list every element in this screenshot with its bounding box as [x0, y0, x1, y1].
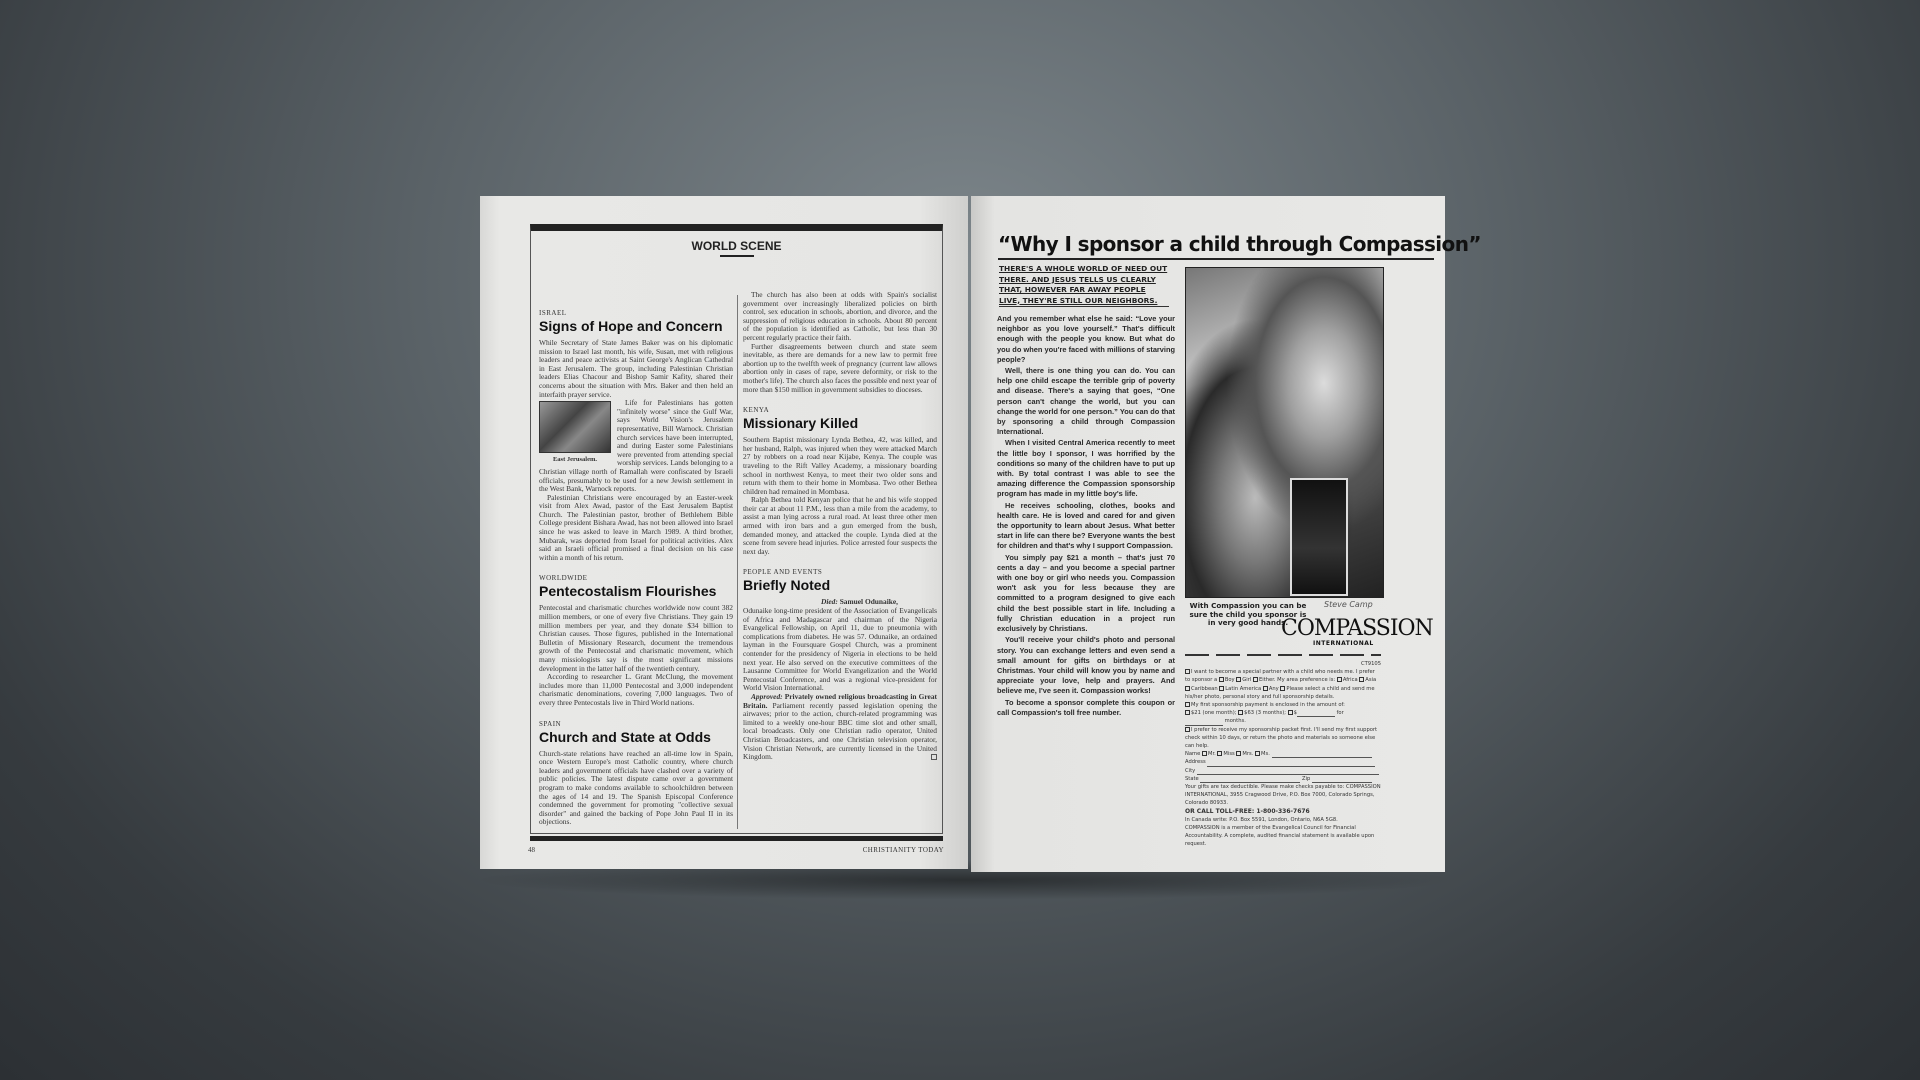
- ad-paragraph: And you remember what else he said: “Love your neighbor as you love yourself.” That's difficult enough with the people you know. But what do you do when you're faced with millions of starving people?: [997, 314, 1175, 364]
- amount-field[interactable]: [1297, 711, 1335, 717]
- article-israel: [539, 309, 733, 562]
- checkbox-mrs[interactable]: [1236, 751, 1241, 756]
- checkbox-girl[interactable]: [1236, 677, 1241, 682]
- ad-paragraph: Well, there is one thing you can do. You can help one child escape the terrible grip of poverty and disease. There's a saying that goes, “One person can't change the world, but you can change the world for one person.” You can do that by sponsoring a child through Compassion International.: [997, 366, 1175, 437]
- ad-paragraph: To become a sponsor complete this coupon or call Compassion's toll free number.: [997, 697, 1175, 717]
- compassion-logo-sub: INTERNATIONAL: [1313, 640, 1374, 647]
- article-paragraph: While Secretary of State James Baker was on his diplomatic mission to Israel last month, his wife, Susan, met with religious leaders and peace activists at Saint George's Anglican Cathedral in East Jerusalem. The group, including Palestinian Christian leaders Elias Chacour and Bishop Samir Kafity, shared their concerns about the situation with Mrs. Baker and then held an interfaith prayer service.: [539, 338, 733, 399]
- coupon-label: Caribbean: [1191, 685, 1218, 692]
- coupon-text: In Canada write: P.O. Box 5591, London, Ontario, N6A 5G8.: [1185, 816, 1338, 823]
- coupon-label: State: [1185, 775, 1199, 782]
- checkbox-latin-america[interactable]: [1219, 686, 1224, 691]
- ad-paragraph: You'll receive your child's photo and personal story. You can exchange letters and even send a small amount for gifts on birthdays or at Christmas. Your child will know you by name and appreciate your love, help and prayers. And believe me, I've seen it. Compassion works!: [997, 635, 1175, 696]
- coupon-label: Either. My area preference is:: [1258, 677, 1336, 684]
- article-paragraph: According to researcher L. Grant McClung, the movement includes more than 11,000 Pentecostal and 3,000 independent charismatic denominations, covering 7,000 languages. Two of every three Pentecostals live in Third World nations.: [539, 672, 733, 707]
- ad-body: [997, 314, 1175, 719]
- coupon-label: Address: [1185, 759, 1206, 766]
- article-paragraph: Southern Baptist missionary Lynda Bethea, 42, was killed, and her husband, Ralph, was injured when they were attacked March 27 by robbers on a road near Kijabe, Kenya. The couple was traveling to the Rift Valley Academy, a missionary boarding school in northwest Kenya, to meet their two older sons and return with them to their home in Mombasa. Two other Bethea children had remained in Mombasa.: [743, 435, 937, 496]
- article-headline: Church and State at Odds: [539, 728, 711, 745]
- checkbox-63[interactable]: [1238, 710, 1243, 715]
- coupon-label: Africa: [1342, 677, 1358, 684]
- coupon-text: Your gifts are tax deductible. Please make checks payable to: COMPASSION INTERNATIONAL, 3955 Cragwood Drive, P.O. Box 7000, Colorado Springs, Colorado 80933.: [1185, 784, 1381, 807]
- ad-photo: [1185, 267, 1384, 598]
- article-kicker: PEOPLE AND EVENTS: [743, 568, 823, 577]
- photo-caption: East Jerusalem.: [552, 456, 598, 464]
- article-kicker: ISRAEL: [539, 309, 567, 317]
- coupon-text: My first sponsorship payment is enclosed in the amount of:: [1191, 702, 1345, 709]
- article-paragraph: Palestinian Christians were encouraged by an Easter-week visit from Alex Awad, pastor of the East Jerusalem Baptist Church. The Palestinian pastor, brother of Bethlehem Bible College president Bishara Awad, has not been allowed into Israel since he was asked to leave in March 1989. A third brother, Mubarak, was deported from Israel for political activities. Alex said an Israeli official promised a final decision on his case within a month of his return.: [539, 492, 733, 562]
- world-scene-frame: [530, 224, 943, 834]
- coupon-label: Miss: [1223, 751, 1235, 758]
- checkbox-payment[interactable]: [1185, 702, 1190, 707]
- coupon-text: I prefer to receive my sponsorship packet first. I'll send my first support check within 10 days, or return the photo and materials so someone else can help.: [1185, 726, 1378, 750]
- toll-free-number: OR CALL TOLL-FREE: 1-800-336-7676: [1185, 807, 1310, 815]
- checkbox-ms[interactable]: [1255, 751, 1260, 756]
- coupon-label: Boy: [1224, 677, 1235, 684]
- coupon-label: Mrs.: [1242, 751, 1254, 758]
- died-label: Died:: [821, 597, 838, 607]
- article-paragraph: Life for Palestinians has gotten "infinitely worse" since the Gulf War, says World Vision's Jerusalem representative, Bill Warnock. Christian church services have been interrupted, and during Easter some Palestinians were prevented from attending special worship services. Lands belonging to a Christian village north of Ramallah were confiscated by Israeli officials, presumably to be used for a new Jewish settlement in the West Bank, Warnock reports.: [539, 398, 733, 494]
- article-kicker: WORLDWIDE: [539, 574, 588, 583]
- sponsor-coupon: [1185, 660, 1381, 849]
- article-headline: Briefly Noted: [743, 577, 831, 594]
- checkbox-select[interactable]: [1280, 686, 1285, 691]
- article-paragraph: [743, 693, 937, 762]
- coupon-label: Girl: [1242, 677, 1252, 684]
- address-field[interactable]: [1207, 761, 1375, 767]
- checkbox-mr[interactable]: [1202, 751, 1207, 756]
- coupon-label: Latin America: [1225, 685, 1262, 692]
- city-field[interactable]: [1197, 769, 1379, 775]
- coupon-label: for: [1336, 710, 1344, 717]
- photo-caption: With Compassion you can be sure the child you sponsor is in very good hands.: [1189, 601, 1307, 627]
- coupon-label: City: [1185, 767, 1196, 774]
- checkbox-either[interactable]: [1253, 677, 1258, 682]
- approved-text: Parliament recently passed legislation opening the airwaves; prior to the action, church-related programming was limited to a weekly one-hour BBC time slot and other small, local broadcasts. Only one Christian radio operator, United Christian Broadcasters, and one Christian television operator, Vision Christian Network, are currently licensed in the United Kingdom.: [743, 700, 937, 762]
- bottom-rule: [530, 836, 943, 841]
- photo-credit: Steve Camp: [1324, 600, 1373, 609]
- checkbox-packet[interactable]: [1185, 727, 1190, 732]
- coupon-label: Mr.: [1207, 751, 1216, 758]
- coupon-text: I want to become a special partner with a child who needs me. I prefer to sponsor a: [1185, 669, 1375, 684]
- end-mark-icon: [931, 754, 937, 760]
- coupon-label: Zip: [1302, 775, 1311, 782]
- photo-image: [539, 401, 611, 453]
- article-briefly-noted: [743, 568, 937, 761]
- ad-paragraph: You simply pay $21 a month – that's just 70 cents a day – and you become a special partner with one boy or girl who needs you. Compassion won't ask you for less because they are committed to a program designed to give each child the best possible start in life. Including a fully Christian education in a project run exclusively by Christians.: [997, 552, 1175, 634]
- article-kenya: [743, 406, 937, 556]
- coupon-label: Ms.: [1261, 751, 1270, 758]
- coupon-label: Name: [1185, 751, 1201, 758]
- left-page: [480, 196, 968, 869]
- checkbox-africa[interactable]: [1337, 677, 1342, 682]
- column-right: [743, 291, 937, 821]
- page-number: 48: [528, 846, 535, 854]
- article-kicker: SPAIN: [539, 719, 562, 728]
- checkbox[interactable]: [1185, 669, 1190, 674]
- column-left: [539, 297, 733, 827]
- coupon-label: Asia: [1365, 677, 1377, 684]
- coupon-label: $: [1293, 710, 1297, 717]
- coupon-code: CT9105: [1361, 661, 1381, 667]
- article-spain: [539, 720, 733, 827]
- coupon-label: $63 (3 months);: [1244, 710, 1286, 717]
- article-paragraph: The church has also been at odds with Spain's socialist government over increasingly liberalized policies on birth control, sex education in schools, abortion, and divorce, and the suppression of religious education in schools. About 80 percent of the population is identified as Catholic, but less than 30 percent regularly practice their faith.: [743, 291, 937, 342]
- checkbox-boy[interactable]: [1219, 677, 1224, 682]
- article-headline: Pentecostalism Flourishes: [539, 583, 717, 600]
- checkbox-asia[interactable]: [1359, 677, 1364, 682]
- checkbox-any[interactable]: [1263, 686, 1268, 691]
- article-headline: Missionary Killed: [743, 415, 859, 432]
- article-paragraph: Further disagreements between church and state seem inevitable, as there are demands for a new law to permit free abortion up to the twelfth week of pregnancy (current law allows abortion only in cases of rape, severe deformity, or risk to the mother's life). The church also faces the possible end next year of more than $150 million in government subsidies to dioceses.: [743, 341, 937, 394]
- right-page: [971, 196, 1481, 872]
- article-worldwide: [539, 574, 733, 707]
- checkbox-miss[interactable]: [1217, 751, 1222, 756]
- ad-lead: THERE'S A WHOLE WORLD OF NEED OUT THERE. AND JESUS TELLS US CLEARLY THAT, HOWEVER FAR AWAY PEOPLE LIVE, THEY'RE STILL OUR NEIGHBORS.: [999, 264, 1169, 307]
- photo-east-jerusalem: [539, 401, 611, 465]
- magazine-name: CHRISTIANITY TODAY: [862, 846, 944, 854]
- coupon-text: COMPASSION is a member of the Evangelical Council for Financial Accountability. A complete, audited financial statement is available upon request.: [1185, 825, 1375, 848]
- died-text: long-time president of the Association of Evangelicals of Africa and Madagascar and chairman of the Nigeria Evangelical Fellowship, on April 11, due to pneumonia with complications from diabetes. He was 57. Odunaike, an ordained layman in the Foursquare Gospel Church, was a prominent contender for the presidency of Nigeria in elections to be held next year. He also served on the executive committees of the Lausanne Committee for World Evangelization and the World Pentecostal Conference, and was a regional vice-president for World Vision International.: [743, 606, 937, 693]
- approved-label: Approved:: [751, 691, 783, 701]
- article-paragraph: Pentecostal and charismatic churches worldwide now count 382 million members, or one of every five Christians. They gain 19 million members per year, and they donate $34 billion to Christian causes. Those figures, published in the International Bulletin of Missionary Research, document the tremendous growth of the Pentecostal and charismatic movement, which many missiologists say is the most significant missions development in the latter half of the twentieth century.: [539, 603, 733, 673]
- checkbox-21[interactable]: [1185, 710, 1190, 715]
- photo-caption: Odunaike: [743, 606, 772, 616]
- coupon-label: Any: [1268, 685, 1279, 692]
- ad-paragraph: When I visited Central America recently to meet the little boy I sponsor, I was horrified by the conditions so many of the children have to put up with. By total contrast I was able to see the amazing difference the Compassion sponsorship program has made in my little boy's life.: [997, 438, 1175, 499]
- coupon-label: $21 (one month);: [1191, 710, 1237, 717]
- article-paragraph: Ralph Bethea told Kenyan police that he and his wife stopped their car at about 11 P.M., less than a mile from the academy, to assist a man lying across a rural road. At least three other men armed with iron bars and a gun emerged from the bush, demanded money, and attacked the couple. Lynda died at the scene from severe head injuries. Police arrested four suspects the next day.: [743, 495, 937, 556]
- approved-bold: Privately owned religious broadcasting in Great Britain.: [743, 691, 937, 710]
- article-kicker: KENYA: [743, 406, 770, 415]
- checkbox-custom[interactable]: [1288, 710, 1293, 715]
- checkbox-caribbean[interactable]: [1185, 686, 1190, 691]
- compassion-logo: COMPASSION: [1281, 616, 1433, 641]
- died-name: Samuel Odunaike,: [839, 597, 899, 607]
- ad-paragraph: He receives schooling, clothes, books and health care. He is loved and cared for and given the opportunity to learn about Jesus. What better start in life can there be? Everyone wants the best for children and that's why I support Compassion.: [997, 500, 1175, 551]
- ad-headline: “Why I sponsor a child through Compassion”: [998, 232, 1434, 260]
- article-headline: Signs of Hope and Concern: [539, 318, 723, 334]
- coupon-label: months.: [1224, 718, 1246, 725]
- column-divider: [737, 295, 738, 829]
- inset-photo: [1290, 478, 1348, 596]
- article-paragraph: Church-state relations have reached an all-time low in Spain, once Western Europe's most Catholic country, where church leaders and government officials have clashed over a variety of public policies. The latest dispute came over a government program to make condoms available to schoolchildren between the ages of 14 and 19. The Spanish Episcopal Conference condemned the government for promoting "collective sexual disorder" and gained the backing of Pope John Paul II in its objections.: [539, 748, 733, 827]
- coupon-label: Please select a child and send me his/her photo, personal story and full sponsorship details.: [1185, 685, 1375, 700]
- months-field[interactable]: [1185, 720, 1223, 726]
- section-title: WORLD SCENE: [531, 239, 942, 257]
- cut-line: [1185, 654, 1381, 656]
